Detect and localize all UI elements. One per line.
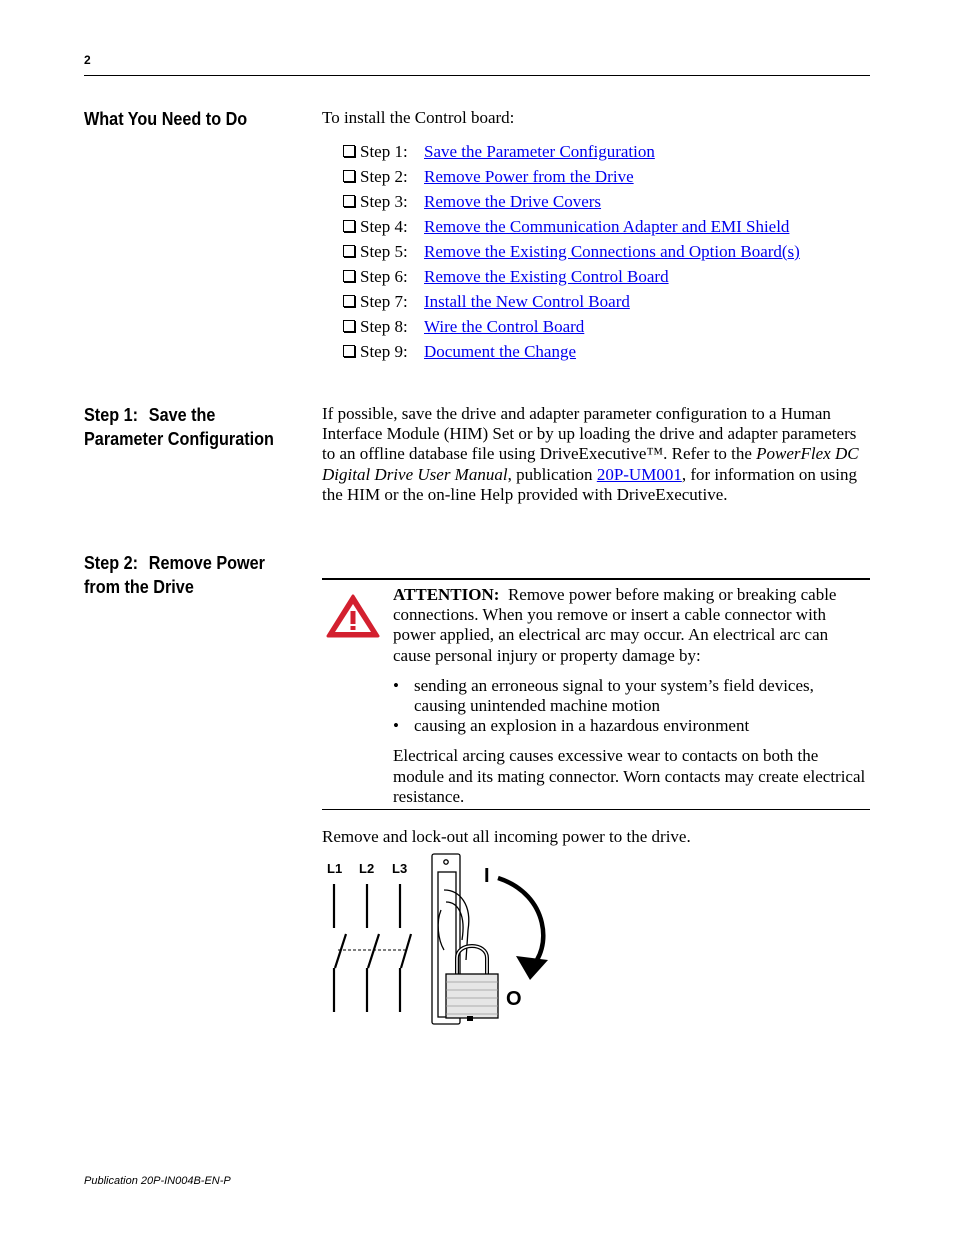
steps-checklist: [343, 141, 800, 366]
step-link-remove-control-board[interactable]: Remove the Existing Control Board: [424, 267, 669, 286]
line-label: L3: [392, 861, 408, 876]
arrow-head-icon: [516, 956, 548, 980]
step-link-save-parameter[interactable]: Save the Parameter Configuration: [424, 142, 655, 161]
list-item: [343, 316, 800, 341]
step-label: Step 1:: [360, 142, 408, 161]
list-item: [343, 166, 800, 191]
attention-text: Remove power before making or breaking cable connections. When you remove or insert a cable connector with power applied, an electrical arc may occur. An electrical arc can cause personal injury or property damage by:: [393, 585, 837, 665]
header-rule: [84, 75, 870, 76]
list-item: [343, 341, 800, 366]
step-title-line1: Save the: [148, 405, 216, 425]
on-label: I: [484, 865, 490, 887]
step-title-line2: Parameter Configuration: [84, 429, 274, 449]
step-label: Step 9:: [360, 342, 408, 361]
step-number: Step 1:: [84, 405, 139, 425]
switch-contacts: [334, 884, 411, 1012]
step-link-wire-board[interactable]: Wire the Control Board: [424, 317, 585, 336]
attention-closing: Electrical arcing causes excessive wear to contacts on both the module and its mating connector. Worn contacts may create electrical resistance.: [393, 746, 866, 806]
step-label: Step 4:: [360, 217, 408, 236]
section-heading-step1: [84, 403, 278, 451]
step-label: Step 8:: [360, 317, 408, 336]
checkbox-icon: [343, 270, 355, 282]
checkbox-icon: [343, 345, 355, 357]
step1-paragraph: [322, 404, 867, 505]
para-text: If possible, save the drive and adapter parameter configuration to a Human Interface Module (HIM) Set or by up loading the drive and adapter parameters to an offline database file using DriveExecutive™. Refer to the: [322, 404, 857, 464]
off-label: O: [506, 988, 522, 1010]
list-item: [343, 291, 800, 316]
list-item: [343, 241, 800, 266]
step-link-install-board[interactable]: Install the New Control Board: [424, 292, 630, 311]
attention-label: ATTENTION:: [393, 585, 500, 604]
checkbox-icon: [343, 195, 355, 207]
lockout-instruction: Remove and lock-out all incoming power to the drive.: [322, 827, 691, 846]
checkbox-icon: [343, 145, 355, 157]
checkbox-icon: [343, 220, 355, 232]
attention-bottom-rule: [322, 809, 870, 810]
arrow-icon: [498, 878, 543, 968]
attention-top-rule: [322, 578, 870, 580]
step-link-remove-power[interactable]: Remove Power from the Drive: [424, 167, 634, 186]
line-label: L2: [359, 861, 375, 876]
attention-bullets: [393, 676, 868, 737]
step-label: Step 6:: [360, 267, 408, 286]
page-number: 2: [84, 53, 91, 67]
list-item: [343, 141, 800, 166]
step-number: Step 2:: [84, 553, 139, 573]
step-link-document-change[interactable]: Document the Change: [424, 342, 577, 361]
manual-title: PowerFlex DC Digital Drive User Manual: [322, 444, 859, 484]
bullet-text: sending an erroneous signal to your system’s field devices, causing unintended machine motion: [414, 675, 814, 716]
publication-footer: Publication 20P-IN004B-EN-P: [84, 1175, 231, 1187]
step-label: Step 7:: [360, 292, 408, 311]
step-link-remove-connections[interactable]: Remove the Existing Connections and Option Board(s): [424, 242, 800, 261]
intro-text: To install the Control board:: [322, 108, 515, 127]
step-title-line1: Remove Power: [148, 553, 265, 573]
list-item: [343, 216, 800, 241]
list-item: [343, 266, 800, 291]
step-label: Step 5:: [360, 242, 408, 261]
step-link-remove-adapter[interactable]: Remove the Communication Adapter and EMI Shield: [424, 217, 790, 236]
section-heading-what-you-need: What You Need to Do: [84, 109, 248, 129]
checkbox-icon: [343, 320, 355, 332]
step-title-line2: from the Drive: [84, 577, 194, 597]
line-label: L1: [327, 861, 343, 876]
list-item: • causing an explosion in a hazardous environment: [393, 716, 750, 736]
step-link-remove-covers[interactable]: Remove the Drive Covers: [424, 192, 602, 211]
para-text: , publication: [507, 464, 597, 484]
step-label: Step 3:: [360, 192, 408, 211]
list-item: • sending an erroneous signal to your system’s field devices, causing unintended machine motion: [393, 675, 814, 716]
checkbox-icon: [343, 295, 355, 307]
para-text: , for information on using the HIM or the on-line Help provided with DriveExecutive.: [322, 464, 857, 504]
publication-link[interactable]: 20P-UM001: [596, 464, 682, 484]
bullet-text: causing an explosion in a hazardous environment: [414, 716, 750, 736]
attention-box: [393, 585, 868, 817]
warning-icon: [325, 592, 381, 640]
list-item: [343, 191, 800, 216]
step-label: Step 2:: [360, 167, 408, 186]
checkbox-icon: [343, 245, 355, 257]
section-heading-step2: [84, 551, 278, 599]
disconnect-switch-diagram: [320, 850, 560, 1030]
checkbox-icon: [343, 170, 355, 182]
